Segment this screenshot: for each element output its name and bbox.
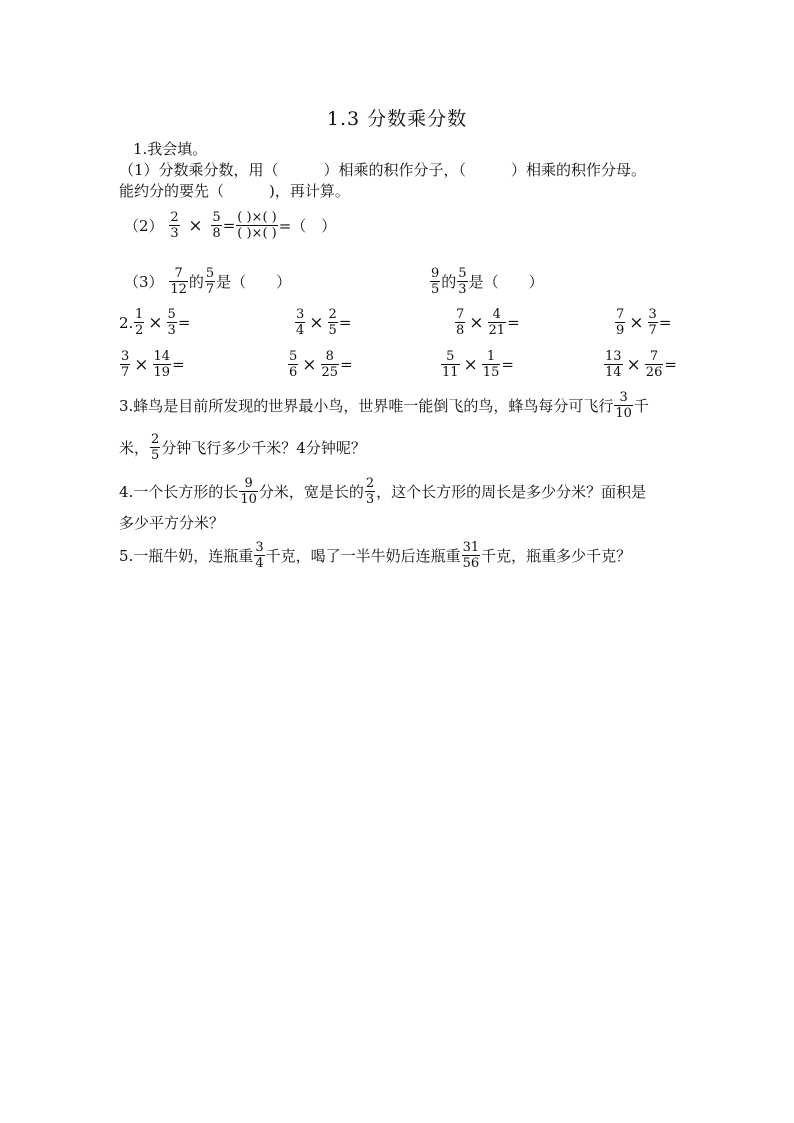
fraction: $\frac{5}{3}$: [458, 266, 467, 297]
q2-label: 2.: [119, 314, 134, 332]
fraction: $\frac{5}{7}$: [205, 266, 215, 297]
q2-expression: $\frac{3}{7}$ × $\frac{14}{19}$ =: [121, 349, 185, 380]
answer-blank[interactable]: 是（ ）: [468, 273, 544, 291]
q1-part2-label: （2）: [124, 217, 164, 235]
blank-fraction[interactable]: $\frac{( )\times( )}{( )\times( )}$: [237, 210, 277, 241]
q4-line2: 多少平方分米？: [119, 514, 225, 532]
q2-expression: $\frac{5}{6}$ × $\frac{8}{25}$ =: [289, 349, 353, 380]
fraction: $\frac{31}{56}$: [462, 540, 480, 571]
q2-expression: $\frac{7}{8}$ × $\frac{4}{21}$ =: [456, 307, 520, 338]
q2-expression: $\frac{3}{4}$ × $\frac{2}{5}$ =: [296, 307, 352, 338]
q2-expression: $\frac{7}{9}$ × $\frac{3}{7}$ =: [616, 307, 672, 338]
fraction: $\frac{2}{5}$: [151, 432, 160, 463]
q1-part1-line1: （1）分数乘分数，用（ ）相乘的积作分子，（ ）相乘的积作分母。: [119, 161, 647, 179]
q1-heading: 1.我会填。: [133, 140, 208, 158]
q1-part2-tail: =（ ）: [278, 217, 337, 235]
q2-expression: $\frac{1}{2}$ × $\frac{5}{3}$ =: [135, 307, 191, 338]
q1-part3-a: （3） $\frac{7}{12}$ 的 $\frac{5}{7}$ 是（ ）: [124, 266, 292, 297]
fraction: $\frac{3}{4}$: [255, 540, 264, 571]
q1-part1-line2: 能约分的要先（ )，再计算。: [119, 182, 350, 200]
fraction: $\frac{5}{8}$: [212, 210, 221, 241]
q2-expression: $\frac{13}{14}$ × $\frac{7}{26}$ =: [605, 349, 677, 380]
q1-part2: （2） $\frac{2}{3}$ × $\frac{5}{8}$ = $\frac{( )\times( )}{( )\times( )}$ =（ ）: [124, 210, 337, 241]
fraction: $\frac{3}{10}$: [615, 390, 632, 421]
q4-line1: 4.一个长方形的长 $\frac{9}{10}$ 分米，宽是长的 $\frac{2}{3}$ ，这个长方形的周长是多少分米？面积是: [119, 476, 647, 507]
q1-part3-b: $\frac{9}{5}$ 的 $\frac{5}{3}$ 是（ ）: [431, 266, 544, 297]
page-title: 1.3 分数乘分数: [326, 108, 468, 130]
q2-expression: $\frac{5}{11}$ × $\frac{1}{15}$ =: [442, 349, 514, 380]
fraction: $\frac{9}{10}$: [240, 476, 257, 507]
fraction: $\frac{2}{3}$: [170, 210, 179, 241]
answer-blank[interactable]: 是（ ）: [216, 273, 292, 291]
fraction: $\frac{9}{5}$: [431, 266, 440, 297]
q3-line1: 3.蜂鸟是目前所发现的世界最小鸟，世界唯一能倒飞的鸟，蜂鸟每分可飞行 $\frac{3}{10}$ 千: [119, 390, 649, 421]
q1-part3-label: （3）: [124, 273, 164, 291]
q5-line: 5.一瓶牛奶，连瓶重 $\frac{3}{4}$ 千克，喝了一半牛奶后连瓶重 $\frac{31}{56}$ 千克，瓶重多少千克？: [119, 540, 632, 571]
times-sign: ×: [188, 215, 203, 236]
fraction: $\frac{7}{12}$: [170, 266, 187, 297]
fraction: $\frac{2}{3}$: [365, 476, 375, 507]
q3-line2: 米， $\frac{2}{5}$ 分钟飞行多少千米？4分钟呢？: [119, 432, 366, 463]
